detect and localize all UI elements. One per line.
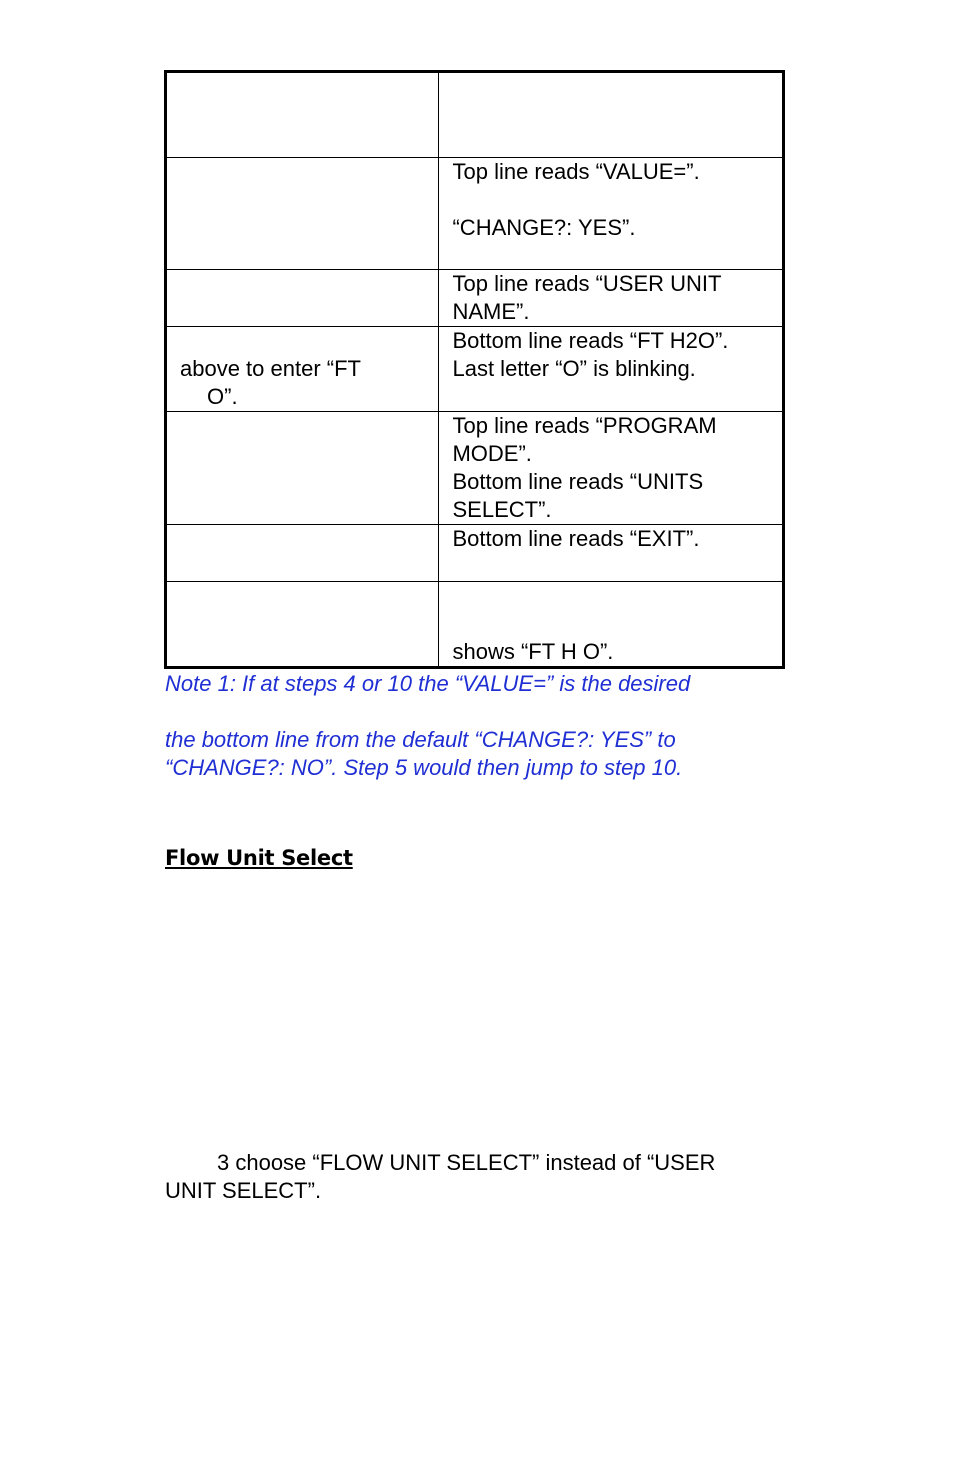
steps-table — [164, 70, 785, 669]
cell-text: Top line reads “USER UNIT — [452, 271, 722, 296]
cell-text: NAME”. — [452, 299, 530, 324]
note-blank-line — [165, 698, 785, 726]
table-row — [166, 582, 784, 668]
table-cell — [166, 412, 439, 525]
table-row — [166, 412, 784, 525]
table-cell — [439, 412, 784, 525]
cell-text: Top line reads “VALUE=”. — [452, 159, 700, 184]
table-row — [166, 72, 784, 158]
table-cell — [439, 582, 784, 668]
para-line: UNIT SELECT”. — [165, 1178, 322, 1203]
table-cell — [166, 158, 439, 270]
cell-text: above to enter “FT — [180, 356, 361, 381]
cell-text: “CHANGE?: YES”. — [452, 215, 636, 240]
note-line: the bottom line from the default “CHANGE?: YES” to — [165, 727, 676, 752]
cell-text: shows “FT H O”. — [452, 639, 614, 664]
cell-text: O”. — [207, 384, 238, 409]
cell-text: Bottom line reads “EXIT”. — [452, 526, 700, 551]
para-line: 3 choose “FLOW UNIT SELECT” instead of “USER — [217, 1150, 716, 1175]
table-row — [166, 327, 784, 412]
table-cell — [166, 525, 439, 582]
cell-text: MODE”. — [452, 441, 532, 466]
table-cell — [439, 270, 784, 327]
table-row — [166, 158, 784, 270]
table-cell — [439, 525, 784, 582]
table-cell — [439, 327, 784, 412]
cell-text: Bottom line reads “FT H2O”. — [452, 328, 729, 353]
cell-text: SELECT”. — [452, 497, 552, 522]
cell-text: Top line reads “PROGRAM — [452, 413, 717, 438]
note-line: Note 1: If at steps 4 or 10 the “VALUE=” is the desired — [165, 671, 691, 696]
note-text — [165, 670, 785, 782]
note-line: “CHANGE?: NO”. Step 5 would then jump to step 10. — [165, 755, 683, 780]
table-cell — [166, 72, 439, 158]
table-row — [166, 525, 784, 582]
section-heading: Flow Unit Select — [165, 846, 353, 870]
section-paragraph — [165, 1149, 785, 1205]
cell-text: Last letter “O” is blinking. — [452, 356, 696, 381]
table-cell — [439, 158, 784, 270]
table-cell — [166, 270, 439, 327]
table-cell — [439, 72, 784, 158]
cell-text: Bottom line reads “UNITS — [452, 469, 704, 494]
table-row — [166, 270, 784, 327]
table-cell — [166, 327, 439, 412]
table-cell — [166, 582, 439, 668]
